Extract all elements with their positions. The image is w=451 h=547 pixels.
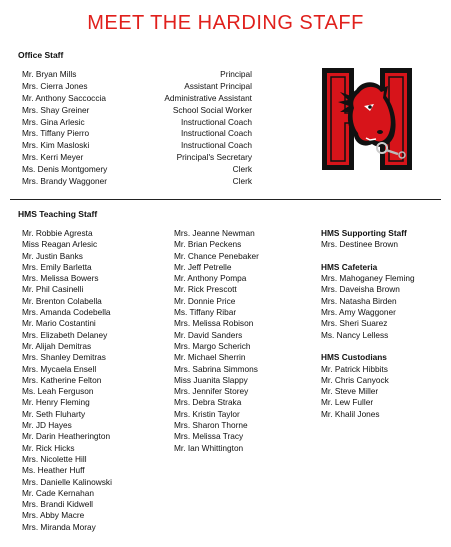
teacher-name: Mrs. Melissa Bowers <box>22 273 99 284</box>
teacher-name: Mr. David Sanders <box>174 329 243 340</box>
staff-role: Administrative Assistant <box>164 92 252 103</box>
staff-role: Principal's Secretary <box>176 152 252 163</box>
office-staff-row <box>22 128 252 140</box>
section-divider <box>10 199 441 200</box>
teacher-name: Mr. Cade Kernahan <box>22 487 94 498</box>
support-staff-column <box>321 228 415 420</box>
office-staff-heading: Office Staff <box>18 50 64 60</box>
staff-role: Clerk <box>232 176 252 187</box>
staff-name: Ms. Denis Montgomery <box>22 164 108 175</box>
teacher-name: Mr. Donnie Price <box>174 295 236 306</box>
teacher-name: Mrs. Margo Scherich <box>174 340 251 351</box>
teacher-name: Mrs. Brandi Kidwell <box>22 499 94 510</box>
staff-role: Principal <box>220 69 252 79</box>
teacher-name: Mr. Rick Prescott <box>174 284 237 295</box>
teacher-name: Mrs. Mycaela Ensell <box>22 363 97 374</box>
custodian-name: Mr. Chris Canyock <box>321 374 389 385</box>
teacher-name: Mr. Seth Fluharty <box>22 408 86 419</box>
cafeteria-name: Mrs. Daveisha Brown <box>321 284 400 295</box>
office-staff-row <box>22 164 252 176</box>
cafeteria-name: Mrs. Natasha Birden <box>321 295 397 306</box>
staff-role: Instructional Coach <box>180 140 252 151</box>
staff-name: Mrs. Cierra Jones <box>22 80 88 91</box>
cafeteria-name: Mrs. Mahoganey Fleming <box>321 273 415 284</box>
supporting-staff-name: Mrs. Destinee Brown <box>321 239 399 250</box>
staff-name: Mrs. Kim Masloski <box>22 140 90 151</box>
teacher-name: Mr. Darin Heatherington <box>22 431 111 442</box>
teacher-name: Mrs. Nicolette Hill <box>22 453 87 464</box>
office-staff-row <box>22 176 252 188</box>
teacher-name: Ms. Heather Huff <box>22 465 85 476</box>
custodian-name: Mr. Patrick Hibbits <box>321 363 388 374</box>
office-staff-row <box>22 105 252 117</box>
cafeteria-name: Mrs. Sheri Suarez <box>321 318 388 329</box>
teacher-name: Mrs. Miranda Moray <box>22 521 96 532</box>
teacher-name: Ms. Leah Ferguson <box>22 386 94 397</box>
teacher-name: Mrs. Sharon Thorne <box>174 420 248 431</box>
teacher-name: Mrs. Abby Macre <box>22 510 85 521</box>
staff-role: Instructional Coach <box>180 116 252 127</box>
teacher-name: Mr. JD Hayes <box>22 420 72 431</box>
staff-name: Mrs. Gina Arlesic <box>22 116 85 127</box>
staff-role: Assistant Principal <box>184 80 252 91</box>
teacher-name: Mr. Alijah Demitras <box>22 340 92 351</box>
teacher-name: Mr. Mario Costantini <box>22 318 96 329</box>
staff-name: Mrs. Shay Greiner <box>22 104 90 115</box>
teaching-staff-column-1 <box>22 228 112 533</box>
teacher-name: Mrs. Melissa Tracy <box>174 431 244 442</box>
cafeteria-heading: HMS Cafeteria <box>321 261 378 272</box>
custodian-name: Mr. Lew Fuller <box>321 397 374 408</box>
office-staff-row <box>22 93 252 105</box>
staff-name: Mrs. Tiffany Pierro <box>22 128 90 139</box>
teacher-name: Mrs. Melissa Robison <box>174 318 254 329</box>
teacher-name: Ms. Tiffany Ribar <box>174 307 237 318</box>
teacher-name: Mrs. Jeanne Newman <box>174 228 255 238</box>
custodian-name: Mr. Khalil Jones <box>321 408 380 419</box>
staff-name: Mr. Anthony Saccoccia <box>22 92 106 103</box>
office-staff-list <box>22 69 252 188</box>
teacher-name: Mr. Phil Casinelli <box>22 284 84 295</box>
office-staff-row <box>22 81 252 93</box>
teacher-name: Mr. Brian Peckens <box>174 239 242 250</box>
teacher-name: Mrs. Danielle Kalinowski <box>22 476 112 487</box>
teacher-name: Mr. Henry Fleming <box>22 397 90 408</box>
teacher-name: Mr. Ian Whittington <box>174 442 244 453</box>
page-title: MEET THE HARDING STAFF <box>87 12 364 34</box>
teacher-name: Mrs. Elizabeth Delaney <box>22 329 108 340</box>
staff-name: Mrs. Brandy Waggoner <box>22 176 107 187</box>
staff-role: Instructional Coach <box>180 128 252 139</box>
cafeteria-name: Ms. Nancy Lelless <box>321 329 389 340</box>
custodians-heading: HMS Custodians <box>321 352 387 363</box>
custodian-name: Mr. Steve Miller <box>321 386 379 397</box>
staff-role: Clerk <box>232 164 252 175</box>
teacher-name: Mrs. Katherine Felton <box>22 374 102 385</box>
office-staff-row <box>22 140 252 152</box>
teacher-name: Miss Juanita Slappy <box>174 374 248 385</box>
staff-name: Mrs. Kerri Meyer <box>22 152 84 163</box>
teacher-name: Mrs. Sabrina Simmons <box>174 363 258 374</box>
teacher-name: Mr. Chance Penebaker <box>174 250 259 261</box>
staff-role: School Social Worker <box>172 104 252 115</box>
teacher-name: Mr. Rick Hicks <box>22 442 75 453</box>
teaching-staff-column-2 <box>174 228 259 454</box>
office-staff-row <box>22 152 252 164</box>
teacher-name: Mr. Justin Banks <box>22 250 83 261</box>
staff-name: Mr. Bryan Mills <box>22 69 77 79</box>
teacher-name: Mr. Robbie Agresta <box>22 228 93 238</box>
supporting-staff-heading: HMS Supporting Staff <box>321 228 407 238</box>
teacher-name: Mrs. Jennifer Storey <box>174 386 249 397</box>
teacher-name: Mr. Michael Sherrin <box>174 352 246 363</box>
office-staff-row <box>22 117 252 129</box>
teacher-name: Mr. Anthony Pompa <box>174 273 247 284</box>
teacher-name: Mrs. Emily Barletta <box>22 261 92 272</box>
teacher-name: Miss Reagan Arlesic <box>22 239 98 250</box>
cafeteria-name: Mrs. Amy Waggoner <box>321 307 396 318</box>
teaching-staff-heading: HMS Teaching Staff <box>18 209 98 219</box>
teacher-name: Mr. Brenton Colabella <box>22 295 102 306</box>
teacher-name: Mr. Jeff Petrelle <box>174 261 232 272</box>
teacher-name: Mrs. Debra Straka <box>174 397 242 408</box>
teacher-name: Mrs. Shanley Demitras <box>22 352 106 363</box>
harding-h-mustang-logo-icon <box>318 66 416 174</box>
office-staff-row <box>22 69 252 81</box>
teacher-name: Mrs. Amanda Codebella <box>22 307 111 318</box>
teacher-name: Mrs. Kristin Taylor <box>174 408 240 419</box>
